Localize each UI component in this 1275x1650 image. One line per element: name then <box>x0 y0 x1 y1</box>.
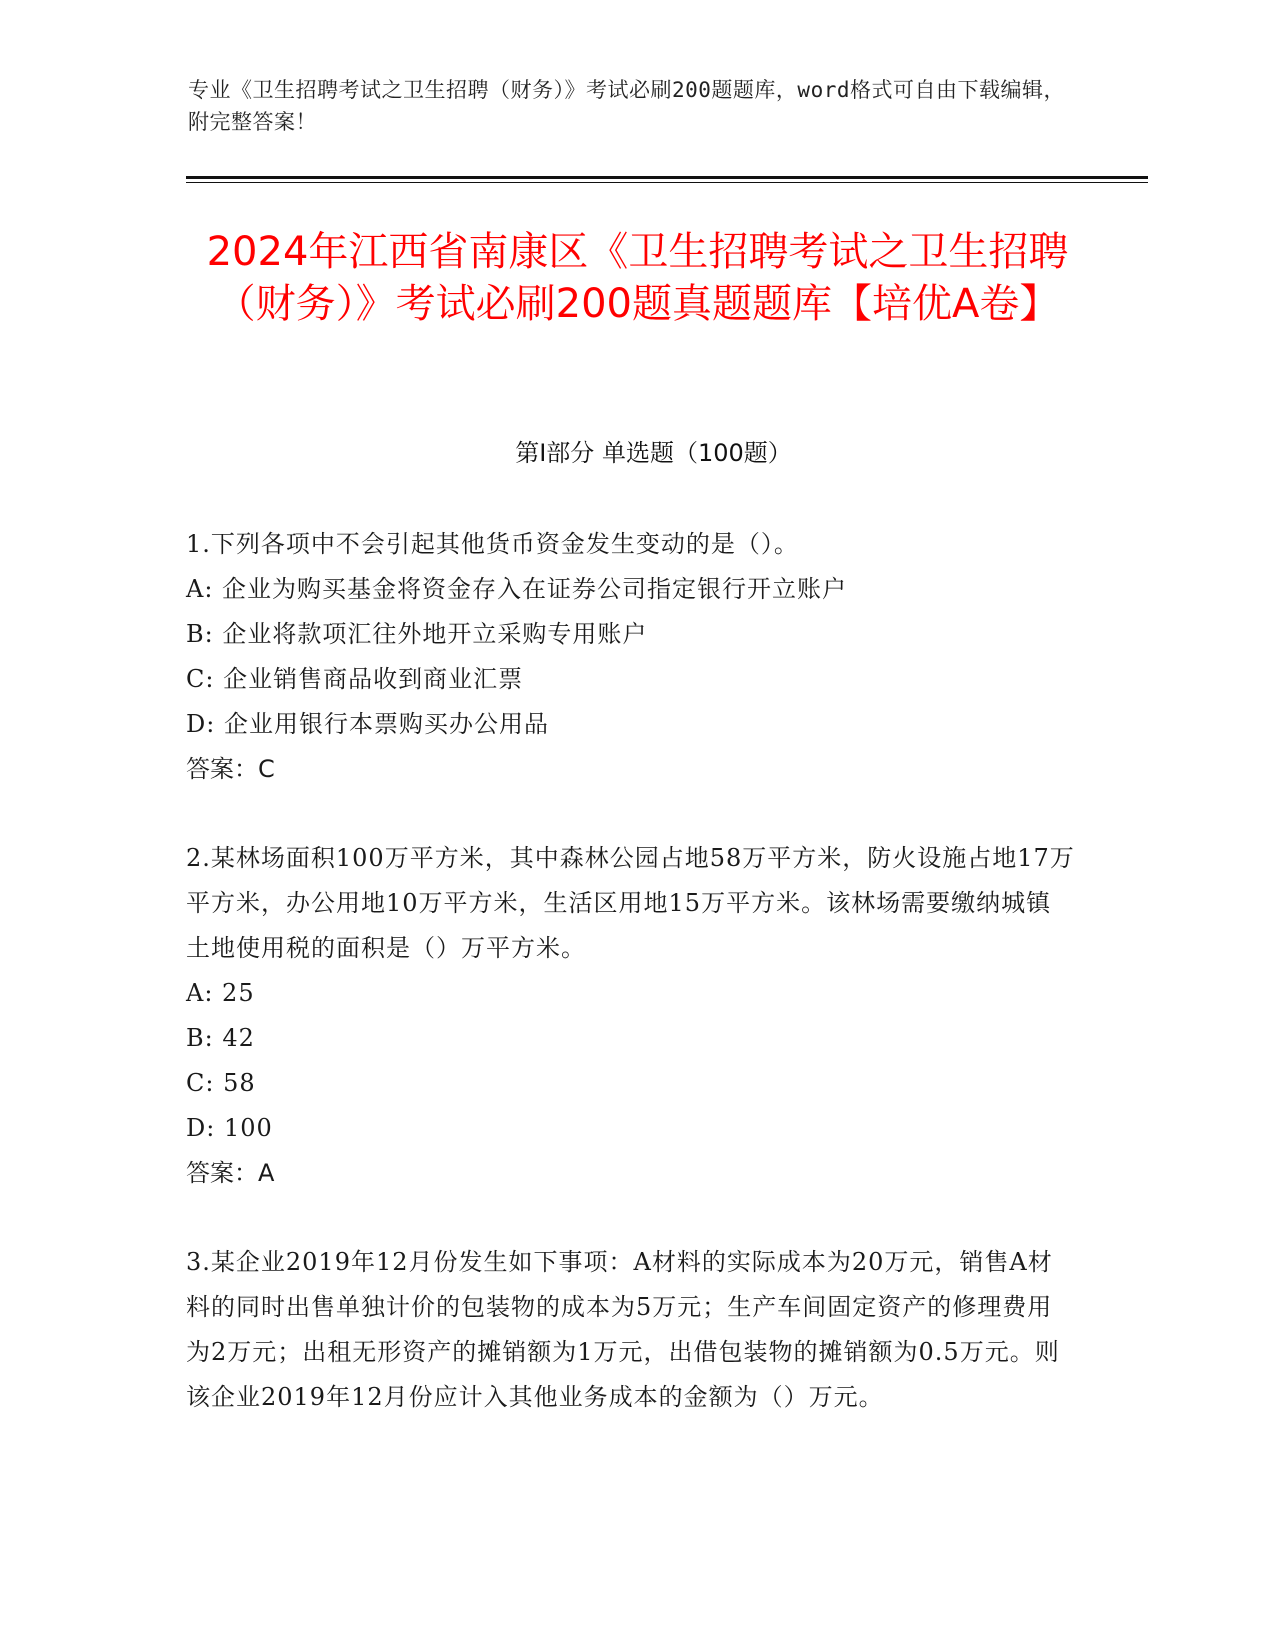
question-1 <box>186 522 1076 792</box>
question-2 <box>186 836 1076 1196</box>
question-stem: 2.某林场面积100万平方米，其中森林公园占地58万平方米，防火设施占地17万平方米，办公用地10万平方米，生活区用地15万平方米。该林场需要缴纳城镇土地使用税的面积是（）万平方米。 <box>186 844 1075 962</box>
question-3 <box>186 1240 1076 1420</box>
document-title: 2024年江西省南康区《卫生招聘考试之卫生招聘（财务）》考试必刷200题真题题库【培优A卷】 <box>206 229 1069 327</box>
question-stem: 3.某企业2019年12月份发生如下事项：A材料的实际成本为20万元，销售A材料的同时出售单独计价的包装物的成本为5万元；生产车间固定资产的修理费用为2万元；出租无形资产的摊销额为1万元，出借包装物的摊销额为0.5万元。则该企业2019年12月份应计入其他业务成本的金额为（）万元。 <box>186 1248 1060 1411</box>
option-c: C: 企业销售商品收到商业汇票 <box>186 665 524 693</box>
question-list <box>186 522 1076 1464</box>
option-b: B: 企业将款项汇往外地开立采购专用账户 <box>186 620 648 648</box>
section-heading: 第Ⅰ部分 单选题（100题） <box>515 439 792 467</box>
option-a: A: 企业为购买基金将资金存入在证券公司指定银行开立账户 <box>186 575 848 603</box>
option-a: A: 25 <box>186 979 255 1007</box>
header-divider-thin <box>186 182 1148 183</box>
question-stem: 1.下列各项中不会引起其他货币资金发生变动的是（）。 <box>186 530 799 558</box>
answer: 答案：C <box>186 755 275 783</box>
option-d: D: 企业用银行本票购买办公用品 <box>186 710 549 738</box>
option-d: D: 100 <box>186 1114 273 1142</box>
option-c: C: 58 <box>186 1069 256 1097</box>
option-b: B: 42 <box>186 1024 255 1052</box>
answer: 答案：A <box>186 1159 275 1187</box>
header-divider-thick <box>186 176 1148 179</box>
header-note: 专业《卫生招聘考试之卫生招聘（财务）》考试必刷200题题库，word格式可自由下载编辑，附完整答案！ <box>188 78 1065 134</box>
